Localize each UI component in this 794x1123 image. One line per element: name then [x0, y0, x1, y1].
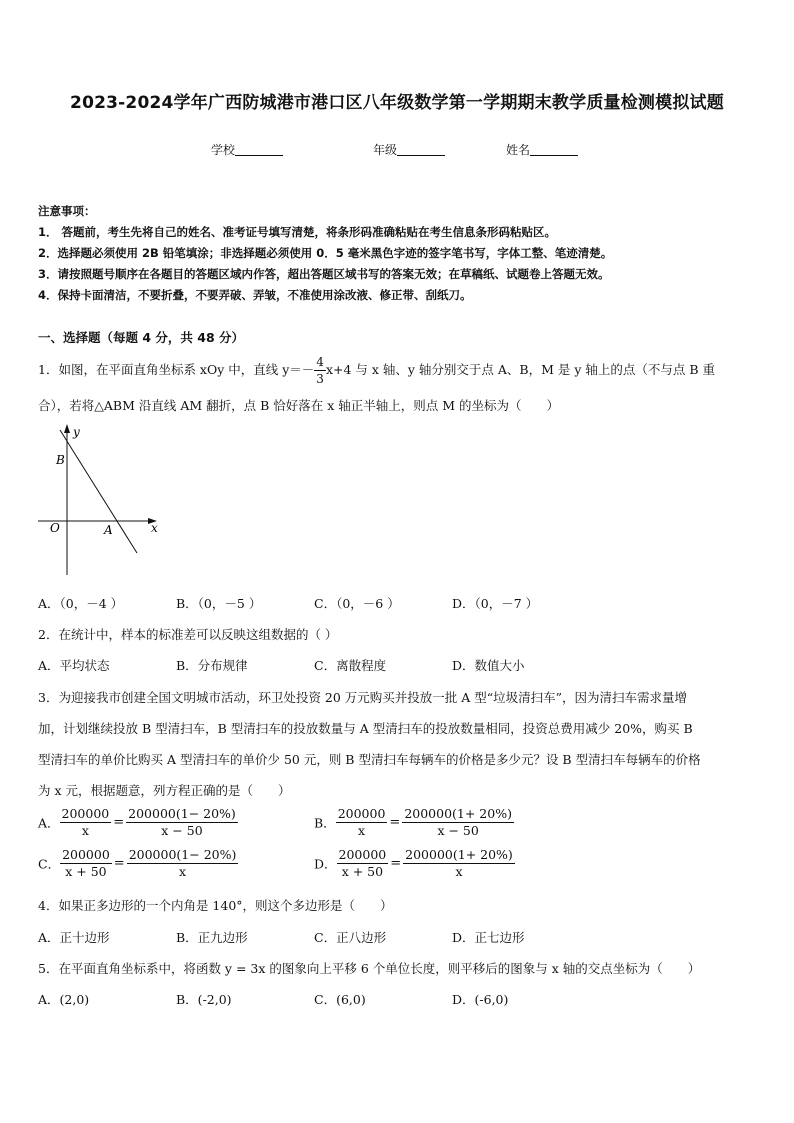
q3-line4: 为 x 元，根据题意，列方程正确的是（ ） — [38, 783, 291, 798]
q1-frac-den: 3 — [316, 372, 324, 386]
y-axis-arrow-icon — [64, 424, 70, 433]
page-title: 2023-2024学年广西防城港市港口区八年级数学第一学期期末教学质量检测模拟试题 — [70, 93, 724, 113]
q3-d-right-frac — [403, 847, 515, 880]
q3-d-left-num: 200000 — [338, 847, 387, 862]
q3-line2: 加，计划继续投放 B 型清扫车，B 型清扫车的投放数量与 A 型清扫车的投放数量相同，投资总费用减少 20%，购买 B — [38, 721, 693, 736]
q3-c-right-num: 200000(1− 20%) — [128, 847, 237, 862]
q1-line1-b: x+4 与 x 轴、y 轴分别交于点 A、B，M 是 y 轴上的点（不与点 B 重 — [325, 362, 716, 377]
q4-option-d: D．正七边形 — [452, 930, 525, 945]
q3-b-right-num: 200000(1+ 20%) — [404, 806, 512, 821]
notice-item-2: 2．选择题必须使用 2B 铅笔填涂；非选择题必须使用 0．5 毫米黑色字迹的签字笔书写，字体工整、笔迹清楚。 — [38, 246, 613, 260]
q4-stem: 4．如果正多边形的一个内角是 140°，则这个多边形是（ ） — [38, 898, 393, 913]
q3-a-left-den: x — [81, 823, 89, 838]
q3-option-a-label: A． — [38, 815, 60, 831]
q3-option-c — [38, 847, 238, 880]
q3-option-d — [314, 847, 515, 880]
q3-c-left-den: x + 50 — [65, 864, 107, 879]
q3-d-eq: = — [390, 856, 402, 871]
q3-c-left-frac — [60, 847, 112, 880]
q1-frac-num: 4 — [316, 355, 324, 369]
notice-item-3: 3．请按照题号顺序在各题目的答题区域内作答，超出答题区域书写的答案无效；在草稿纸、试题卷上答题无效。 — [38, 267, 610, 281]
q3-a-eq: = — [113, 815, 125, 830]
q5-option-a: A．(2,0) — [38, 992, 90, 1007]
q3-c-right-frac — [127, 847, 239, 880]
q3-a-right-frac — [126, 806, 238, 839]
q5-option-b: B．(-2,0) — [176, 992, 232, 1007]
q2-option-d: D．数值大小 — [452, 658, 525, 673]
school-blank — [235, 143, 283, 156]
q3-b-eq: = — [389, 815, 401, 830]
q3-b-left-den: x — [358, 823, 366, 838]
q3-a-left-frac — [60, 806, 112, 839]
q1-line2: 合），若将△ABM 沿直线 AM 翻折，点 B 恰好落在 x 轴正半轴上，则点 M 的坐标为（ ） — [38, 398, 559, 413]
point-a-label: A — [104, 523, 113, 537]
q3-line3: 型清扫车的单价比购买 A 型清扫车的单价少 50 元，则 B 型清扫车每辆车的价格是多少元？设 B 型清扫车每辆车的价格 — [38, 752, 701, 767]
q5-option-d: D．(-6,0) — [452, 992, 509, 1007]
q3-c-left-num: 200000 — [62, 847, 110, 862]
q1-fraction — [314, 354, 326, 387]
grade-field — [373, 141, 445, 158]
y-label: y — [73, 425, 80, 439]
notice-item-4: 4．保持卡面清洁，不要折叠，不要弄破、弄皱，不准使用涂改液、修正带、刮纸刀。 — [38, 288, 472, 302]
q4-option-a: A．正十边形 — [38, 930, 110, 945]
q5-option-c: C．(6,0) — [314, 992, 366, 1007]
q3-option-a — [38, 806, 238, 839]
q4-option-c: C．正八边形 — [314, 930, 387, 945]
point-b-label: B — [56, 453, 65, 467]
q4-option-b: B．正九边形 — [176, 930, 248, 945]
q3-d-left-den: x + 50 — [341, 864, 384, 879]
q1-option-d: D．（0，－7 ） — [452, 596, 539, 611]
q3-option-b-label: B． — [314, 815, 336, 831]
origin-label: O — [50, 521, 60, 535]
q3-option-c-label: C． — [38, 856, 61, 872]
q3-option-b — [314, 806, 514, 839]
name-field — [506, 141, 578, 158]
q1-option-c: C．（0，－6 ） — [314, 596, 400, 611]
notice-heading: 注意事项： — [38, 204, 96, 218]
section-heading: 一、选择题（每题 4 分，共 48 分） — [38, 330, 245, 345]
q3-a-right-num: 200000(1− 20%) — [128, 806, 236, 821]
school-label: 学校 — [211, 143, 236, 157]
q3-b-right-frac — [402, 806, 514, 839]
school-field — [211, 141, 283, 158]
q3-a-left-num: 200000 — [61, 806, 110, 821]
name-blank — [530, 143, 578, 156]
q3-d-left-frac — [337, 847, 389, 880]
x-label: x — [151, 521, 158, 535]
q1-line1 — [38, 354, 715, 387]
name-label: 姓名 — [506, 143, 531, 157]
q2-option-a: A．平均状态 — [38, 658, 110, 673]
q3-a-right-den: x − 50 — [161, 823, 203, 838]
q3-option-d-label: D． — [314, 856, 337, 872]
q2-option-b: B．分布规律 — [176, 658, 248, 673]
q1-option-a: A．（0，－4 ） — [38, 596, 124, 611]
q3-c-right-den: x — [179, 864, 187, 879]
q3-line1: 3．为迎接我市创建全国文明城市活动，环卫处投资 20 万元购买并投放一批 A 型“垃圾清扫车”，因为清扫车需求量增 — [38, 690, 688, 705]
q3-c-eq: = — [113, 856, 125, 871]
grade-label: 年级 — [373, 143, 398, 157]
q2-stem: 2．在统计中，样本的标准差可以反映这组数据的（ ） — [38, 627, 338, 642]
q3-d-right-den: x — [455, 864, 463, 879]
q3-b-left-frac — [336, 806, 388, 839]
notice-item-1: 1． 答题前，考生先将自己的姓名、准考证号填写清楚，将条形码准确粘贴在考生信息条形码粘贴区。 — [38, 225, 556, 239]
grade-blank — [397, 143, 445, 156]
q1-option-b: B．（0，－5 ） — [176, 596, 262, 611]
line-ab — [60, 430, 137, 553]
q2-option-c: C．离散程度 — [314, 658, 387, 673]
q3-b-right-den: x − 50 — [437, 823, 479, 838]
q1-figure — [30, 420, 170, 580]
q3-b-left-num: 200000 — [337, 806, 386, 821]
q5-stem: 5．在平面直角坐标系中，将函数 y = 3x 的图象向上平移 6 个单位长度，则平移后的图象与 x 轴的交点坐标为（ ） — [38, 961, 701, 976]
q3-d-right-num: 200000(1+ 20%) — [405, 847, 513, 862]
q1-line1-a: 1．如图，在平面直角坐标系 xOy 中，直线 y＝－ — [38, 362, 315, 377]
